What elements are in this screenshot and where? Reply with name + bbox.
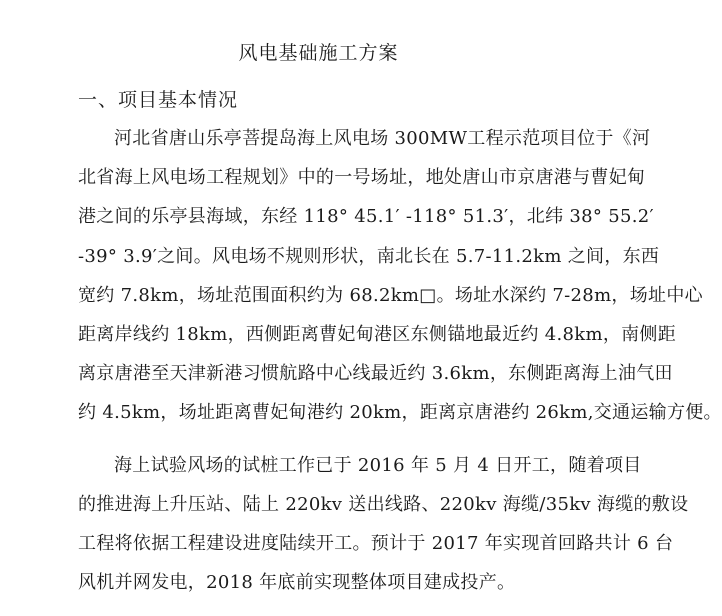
paragraph-line: 宽约 7.8km，场址范围面积约为 68.2km□。场址水深约 7-28m，场址中心 [78,285,703,306]
paragraph-line: 约 4.5km，场址距离曹妃甸港约 20km，距离京唐港约 26km,交通运输方便。 [78,402,722,423]
paragraph-line: 风机并网发电，2018 年底前实现整体项目建成投产。 [78,572,516,593]
document-title: 风电基础施工方案 [238,42,399,64]
section-heading: 一、项目基本情况 [78,89,239,111]
paragraph-line: 河北省唐山乐亭菩提岛海上风电场 300MW工程示范项目位于《河 [114,128,651,149]
paragraph-line: 距离岸线约 18km，西侧距离曹妃甸港区东侧锚地最近约 4.8km，南侧距 [78,324,677,345]
paragraph-line: 工程将依据工程建设进度陆续开工。预计于 2017 年实现首回路共计 6 台 [78,533,674,554]
paragraph-line: -39° 3.9′之间。风电场不规则形状，南北长在 5.7-11.2km 之间，东西 [78,246,660,267]
paragraph-line: 的推进海上升压站、陆上 220kv 送出线路、220kv 海缆/35kv 海缆的敷设 [78,494,689,515]
paragraph-line: 港之间的乐亭县海域，东经 118° 45.1′ -118° 51.3′，北纬 38° 55.2′ [78,206,654,227]
paragraph-line: 北省海上风电场工程规划》中的一号场址，地处唐山市京唐港与曹妃甸 [78,167,646,188]
paragraph-line: 海上试验风场的试桩工作已于 2016 年 5 月 4 日开工，随着项目 [114,455,642,476]
paragraph-line: 离京唐港至天津新港习惯航路中心线最近约 3.6km，东侧距离海上油气田 [78,363,673,384]
